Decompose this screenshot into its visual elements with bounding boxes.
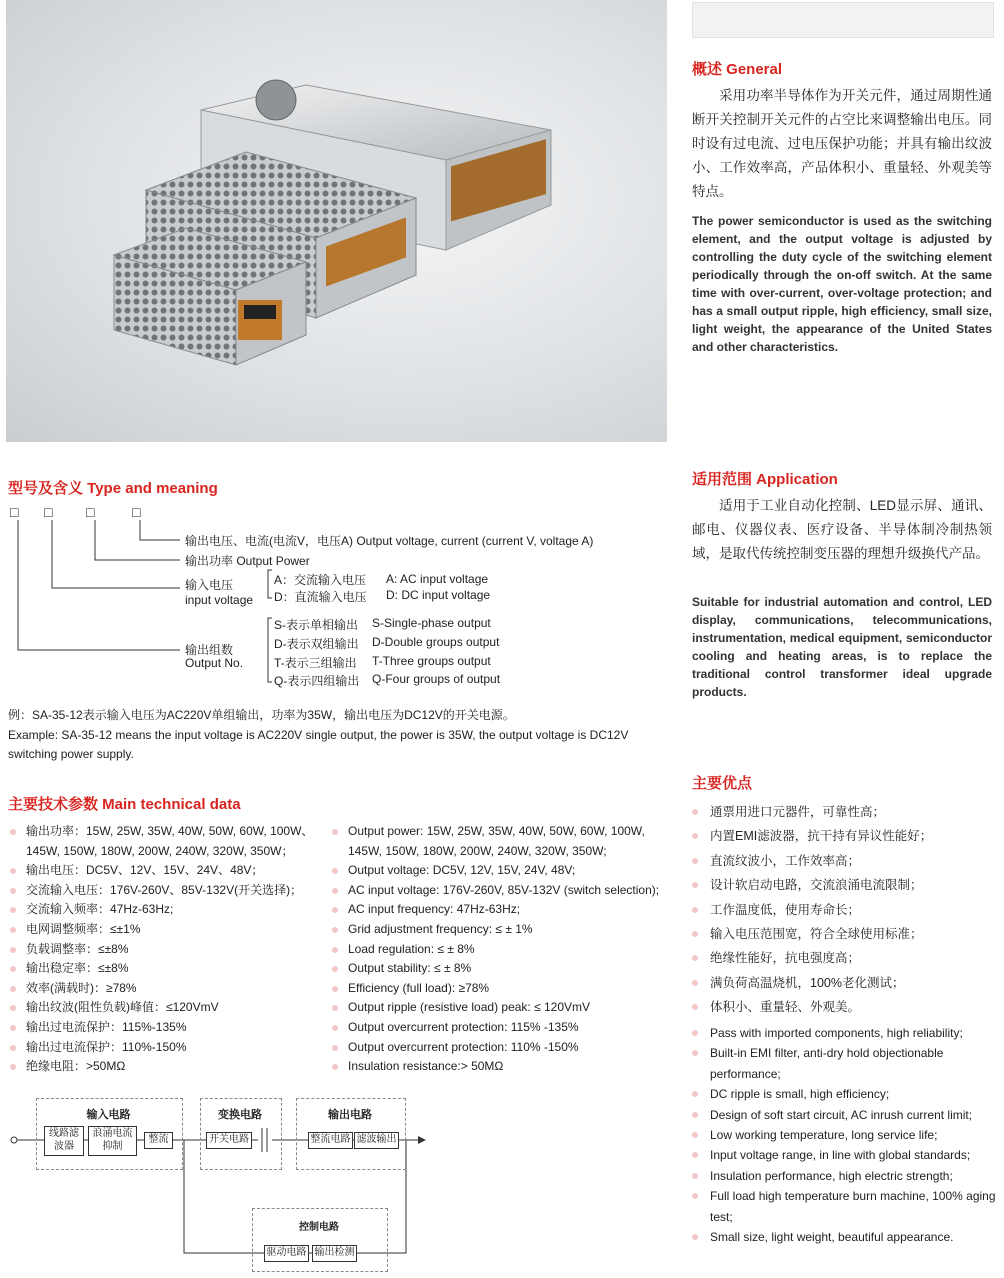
list-item: 输出稳定率：≤±8%: [8, 959, 330, 979]
list-item: Insulation performance, high electric strength;: [692, 1166, 998, 1186]
list-item: 输出电压：DC5V、12V、15V、24V、48V；: [8, 861, 330, 881]
list-item: Low working temperature, long service life;: [692, 1125, 998, 1145]
list-item: 工作温度低，使用寿命长；: [692, 898, 998, 922]
product-photo: [6, 0, 667, 442]
general-text-cn: 采用功率半导体作为开关元件，通过周期性通断开关控制开关元件的占空比来调整输出电压。同时设有过电流、过电压保护功能；并具有输出纹波小、工作效率高，产品体积小、重量轻、外观美等特点。: [692, 88, 992, 199]
list-item: 通票用进口元器件，可靠性高；: [692, 800, 998, 824]
list-item: Pass with imported components, high reliability;: [692, 1023, 998, 1043]
list-item: AC input voltage: 176V-260V, 85V-132V (switch selection);: [330, 881, 670, 901]
list-item: Insulation resistance:> 50MΩ: [330, 1057, 670, 1077]
list-item: Output ripple (resistive load) peak: ≤ 120VmV: [330, 998, 670, 1018]
type-dc-en: D: DC input voltage: [386, 588, 491, 602]
output-circuit-label: 输出电路: [328, 1109, 372, 1121]
tech-heading: 主要技术参数 Main technical data: [8, 796, 241, 813]
list-item: DC ripple is small, high efficiency;: [692, 1084, 998, 1104]
application-text-en: Suitable for industrial automation and control, LED display, communications, telecommunications, instrumentation, medical equipment, semiconductor cooling and heating areas, is to replace the traditional control transformer ideal upgrade products.: [692, 595, 992, 699]
list-item: Small size, light weight, beautiful appearance.: [692, 1227, 998, 1247]
top-bar: [692, 2, 994, 38]
list-item: Load regulation: ≤ ± 8%: [330, 940, 670, 960]
list-item: Output overcurrent protection: 110% -150%: [330, 1038, 670, 1058]
list-item: 内置EMI滤波器，抗干持有异议性能好；: [692, 824, 998, 848]
type-dc-cn: D：直流输入电压: [274, 590, 367, 604]
type-box-2: □: [44, 504, 53, 520]
type-groups-en: Output No.: [185, 656, 244, 670]
rectifier-block: 整流: [144, 1132, 173, 1149]
type-group-d-cn: D-表示双组输出: [274, 637, 359, 651]
advantages-heading: 主要优点: [692, 775, 753, 792]
surge-suppression-block: 浪涌电流抑制: [88, 1126, 137, 1156]
list-item: Output voltage: DC5V, 12V, 15V, 24V, 48V;: [330, 861, 670, 881]
type-group-q-en: Q-Four groups of output: [372, 672, 501, 686]
tech-list-en: [330, 822, 670, 1077]
type-input-cn: 输入电压: [185, 578, 234, 592]
list-item: 交流输入频率：47Hz-63Hz;: [8, 900, 330, 920]
type-box-1: □: [10, 504, 19, 520]
list-item: Input voltage range, in line with global standards;: [692, 1145, 998, 1165]
type-group-s-en: S-Single-phase output: [372, 616, 491, 630]
list-item: 直流纹波小，工作效率高；: [692, 849, 998, 873]
list-item: 体积小、重量轻、外观美。: [692, 995, 998, 1019]
type-heading: 型号及含义 Type and meaning: [8, 480, 218, 497]
application-heading: 适用范围 Application: [692, 471, 838, 488]
application-text-cn: 适用于工业自动化控制、LED显示屏、通讯、邮电、仪器仪表、医疗设备、半导体制冷制热领域，是取代传统控制变压器的理想升级换代产品。: [692, 498, 992, 561]
type-example-en: Example: SA-35-12 means the input voltage is AC220V single output, the power is 35W, the output voltage is DC12V switching power supply.: [8, 728, 629, 761]
type-group-t-en: T-Three groups output: [372, 654, 491, 668]
advantages-list-cn: [692, 800, 998, 1020]
type-box-4: □: [132, 504, 141, 520]
type-groups-cn: 输出组数: [185, 643, 234, 657]
rectifier-circuit-block: 整流电路: [308, 1132, 353, 1149]
list-item: Full load high temperature burn machine, 100% aging test;: [692, 1186, 998, 1227]
list-item: 输入电压范围宽，符合全球使用标准；: [692, 922, 998, 946]
type-box-3: □: [86, 504, 95, 520]
list-item: 输出过电流保护：115%-135%: [8, 1018, 330, 1038]
list-item: Design of soft start circuit, AC inrush current limit;: [692, 1105, 998, 1125]
type-ac-en: A: AC input voltage: [386, 572, 489, 586]
switch-circuit-block: 开关电路: [206, 1132, 252, 1149]
type-group-q-cn: Q-表示四组输出: [274, 674, 360, 688]
list-item: Built-in EMI filter, anti-dry hold objectionable performance;: [692, 1043, 998, 1084]
filter-output-block: 滤波输出: [354, 1132, 399, 1149]
list-item: 满负荷高温烧机，100%老化测试；: [692, 971, 998, 995]
output-detect-block: 输出检测: [312, 1245, 357, 1262]
general-text-en: The power semiconductor is used as the switching element, and the output voltage is adjusted by controlling the duty cycle of the switching element periodically through the on-off switch. At the same time with over-current, over-voltage protection; and has a small output ripple, high efficiency, small size, light weight, the appearance of the United States and other characteristics.: [692, 214, 992, 354]
list-item: Efficiency (full load): ≥78%: [330, 979, 670, 999]
list-item: 设计软启动电路，交流浪涌电流限制；: [692, 873, 998, 897]
list-item: 电网调整频率：≤±1%: [8, 920, 330, 940]
list-item: 负载调整率：≤±8%: [8, 940, 330, 960]
convert-circuit-label: 变换电路: [218, 1109, 262, 1121]
block-diagram: [8, 1088, 438, 1276]
list-item: 输出功率：15W, 25W, 35W, 40W, 50W, 60W, 100W、145W, 150W, 180W, 200W, 240W, 320W, 350W；: [8, 822, 330, 861]
list-item: AC input frequency: 47Hz-63Hz;: [330, 900, 670, 920]
list-item: Output overcurrent protection: 115% -135%: [330, 1018, 670, 1038]
list-item: Grid adjustment frequency: ≤ ± 1%: [330, 920, 670, 940]
list-item: 效率(满载时)：≥78%: [8, 979, 330, 999]
type-diagram: [0, 500, 680, 700]
tech-list-cn: [8, 822, 330, 1077]
type-example-cn: 例：SA-35-12表示输入电压为AC220V单组输出，功率为35W，输出电压为DC12V的开关电源。: [8, 708, 515, 722]
input-circuit-label: 输入电路: [86, 1109, 131, 1121]
type-group-d-en: D-Double groups output: [372, 635, 500, 649]
list-item: Output stability: ≤ ± 8%: [330, 959, 670, 979]
general-heading: 概述 General: [692, 61, 783, 78]
control-circuit-label: 控制电路: [299, 1222, 339, 1233]
list-item: 交流输入电压：176V-260V、85V-132V(开关选择)；: [8, 881, 330, 901]
line-filter-block: 线路滤波器: [44, 1126, 84, 1156]
list-item: 输出纹波(阻性负载)峰值：≤120VmV: [8, 998, 330, 1018]
type-line-power: 输出功率 Output Power: [185, 554, 310, 568]
type-group-s-cn: S-表示单相输出: [274, 618, 359, 632]
list-item: 输出过电流保护：110%-150%: [8, 1038, 330, 1058]
list-item: 绝缘性能好，抗电强度高；: [692, 946, 998, 970]
list-item: Output power: 15W, 25W, 35W, 40W, 50W, 60W, 100W, 145W, 150W, 180W, 200W, 240W, 320W, 350W;: [330, 822, 670, 861]
type-group-t-cn: T-表示三组输出: [274, 656, 357, 670]
power-supply-illustration: [6, 0, 667, 442]
advantages-list-en: [692, 1023, 998, 1247]
list-item: 绝缘电阻：>50MΩ: [8, 1057, 330, 1077]
type-input-en: input voltage: [185, 593, 254, 607]
type-ac-cn: A：交流输入电压: [274, 573, 367, 587]
drive-circuit-block: 驱动电路: [264, 1245, 309, 1262]
type-line-output: 输出电压、电流(电流V，电压A) Output voltage, current (current V, voltage A): [185, 534, 594, 548]
